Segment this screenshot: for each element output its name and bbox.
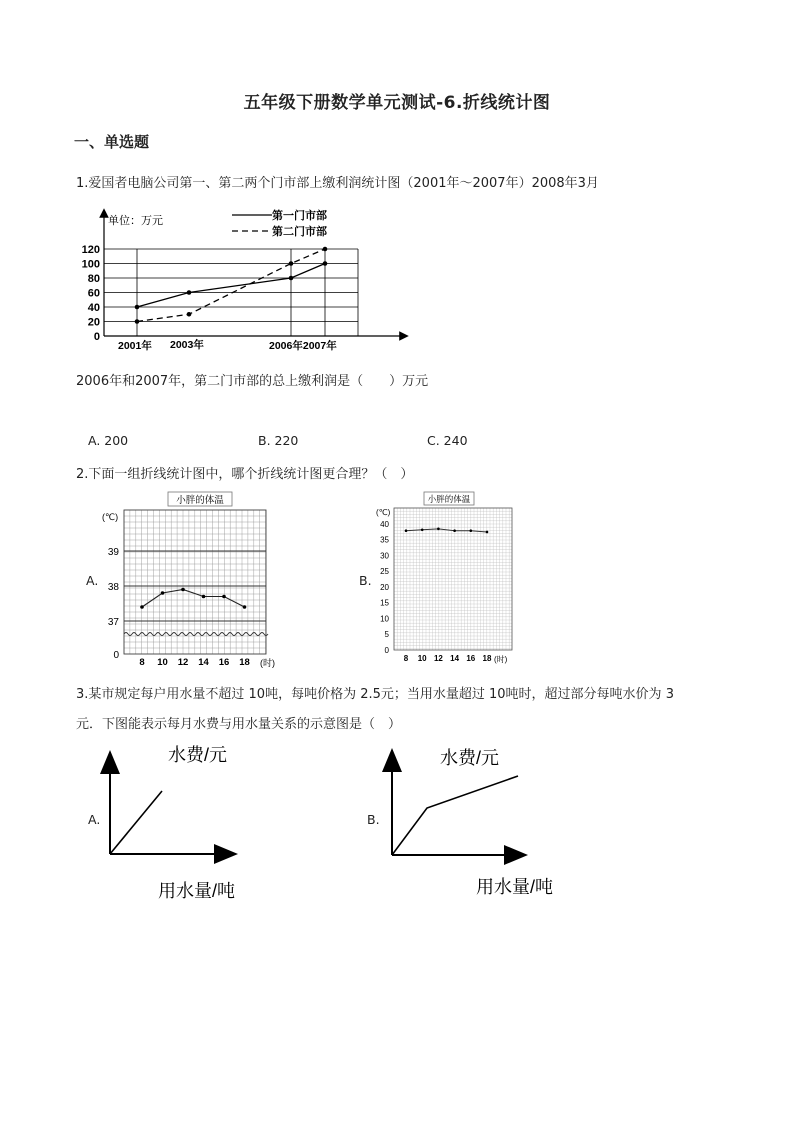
chart-a-axis-break <box>124 633 268 636</box>
q1-series-2-point <box>323 247 328 252</box>
q3-graph-b <box>380 740 554 905</box>
graph-b-xlabel: 用水量/吨 <box>476 877 554 897</box>
chart-b-ytick: 40 <box>380 519 389 529</box>
q1-ytick: 100 <box>81 258 100 271</box>
chart-b-ytick: 5 <box>384 630 389 640</box>
q1-text: 1.爱国者电脑公司第一、第二两个门市部上缴利润统计图（2001年～2007年）2008年3月 <box>76 176 599 191</box>
q1-series-1-line <box>137 264 325 308</box>
q1-ytick: 80 <box>87 273 100 285</box>
page-title: 五年级下册数学单元测试-6.折线统计图 <box>243 93 551 113</box>
chart-a-ytick: 38 <box>107 582 119 593</box>
chart-b-ytick: 25 <box>380 567 389 577</box>
q2-chart-a <box>100 490 282 668</box>
q1-question: 2006年和2007年，第二门市部的总上缴利润是（ ）万元 <box>76 374 429 389</box>
chart-a-xtick: 12 <box>177 657 189 668</box>
chart-b-point <box>437 528 440 531</box>
q1-option-c[interactable]: C. 240 <box>427 433 468 448</box>
chart-b-xtick: 18 <box>482 654 492 663</box>
q3-line2: 元．下图能表示每月水费与用水量关系的示意图是（ ） <box>76 717 402 732</box>
chart-a-xtick: 8 <box>139 657 145 668</box>
q3-option-b[interactable]: B. <box>367 812 380 827</box>
q1-series-1-point <box>187 290 192 295</box>
chart-a-x-unit: (时) <box>260 658 275 668</box>
q1-series-2-point <box>187 312 192 317</box>
chart-a-xtick: 10 <box>157 657 168 668</box>
chart-a-ytick: 39 <box>107 547 119 558</box>
q1-series-2-line <box>137 249 325 322</box>
chart-a-point <box>202 595 206 599</box>
q2-chart-b <box>372 490 518 668</box>
q1-xtick: 2006年2007年 <box>269 340 337 352</box>
graph-b-ylabel: 水费/元 <box>440 748 500 768</box>
q1-series-1-point <box>289 276 294 281</box>
chart-a-point <box>161 591 165 595</box>
chart-b-ytick: 30 <box>380 551 389 561</box>
chart-a-xtick: 16 <box>218 657 230 668</box>
chart-b-point <box>453 529 456 532</box>
legend-series-2: 第二门市部 <box>272 226 327 238</box>
q1-option-a[interactable]: A. 200 <box>88 433 129 448</box>
q1-line-chart <box>81 205 414 357</box>
q1-option-b[interactable]: B. 220 <box>258 433 299 448</box>
chart-a-point <box>222 595 226 599</box>
chart-a-point <box>140 605 144 609</box>
chart-a-xtick: 18 <box>239 657 250 668</box>
q1-ytick: 60 <box>87 287 100 300</box>
chart-b-xtick: 10 <box>417 654 427 663</box>
chart-a-xtick: 14 <box>198 657 209 668</box>
q2-text: 2.下面一组折线统计图中，哪个折线统计图更合理？（ ） <box>76 467 414 482</box>
chart-b-xtick: 8 <box>403 654 409 663</box>
chart-b-point <box>421 528 424 531</box>
q3-line1: 3.某市规定每户用水量不超过 10吨，每吨价格为 2.5元；当用水量超过 10吨时，超过部分每吨水价为 3 <box>76 687 674 702</box>
q2-option-a[interactable]: A. <box>86 573 99 588</box>
q1-ytick: 40 <box>87 302 100 314</box>
graph-a-ylabel: 水费/元 <box>168 745 228 765</box>
chart-b-point <box>470 529 473 532</box>
q1-ytick: 120 <box>81 244 100 256</box>
chart-b-border <box>394 508 512 650</box>
q3-option-a[interactable]: A. <box>88 812 101 827</box>
chart-b-xtick: 14 <box>450 654 460 663</box>
q1-series-2-point <box>289 261 294 266</box>
chart-b-xtick: 12 <box>433 654 443 663</box>
chart-a-point <box>243 605 247 609</box>
q2-option-b[interactable]: B. <box>359 573 372 588</box>
q1-unit-label: 单位：万元 <box>108 215 163 227</box>
chart-a-point <box>181 588 185 592</box>
graph-b-line <box>392 776 518 855</box>
chart-a-unit: (℃) <box>102 512 119 522</box>
chart-b-ytick: 0 <box>384 646 389 655</box>
chart-a-ytick: 0 <box>113 650 119 661</box>
chart-b-x-unit: (时) <box>494 655 508 664</box>
chart-a-title: 小胖的体温 <box>176 495 224 506</box>
chart-b-ytick: 20 <box>380 582 389 592</box>
chart-b-xtick: 16 <box>466 654 476 663</box>
q1-xtick: 2003年 <box>170 339 204 351</box>
chart-b-unit: (℃) <box>376 508 391 517</box>
graph-a-xlabel: 用水量/吨 <box>158 881 236 901</box>
chart-b-title: 小胖的体温 <box>427 494 471 504</box>
q3-graph-a <box>100 740 260 910</box>
chart-a-ytick: 37 <box>107 617 119 628</box>
chart-a-line <box>142 590 245 608</box>
chart-b-ytick: 15 <box>380 598 389 608</box>
q1-series-1-point <box>323 261 328 266</box>
q1-ytick: 20 <box>87 316 100 329</box>
section-heading: 一、单选题 <box>74 133 150 151</box>
graph-a-line <box>110 791 162 854</box>
q1-ytick: 0 <box>93 331 100 343</box>
chart-b-ytick: 10 <box>380 614 389 624</box>
q1-series-1-point <box>135 305 140 310</box>
legend-series-1: 第一门市部 <box>272 210 327 222</box>
chart-b-ytick: 35 <box>380 535 389 545</box>
chart-b-point <box>486 531 489 534</box>
q1-xtick: 2001年 <box>118 340 152 352</box>
chart-b-point <box>405 529 408 532</box>
q1-series-2-point <box>135 319 140 324</box>
